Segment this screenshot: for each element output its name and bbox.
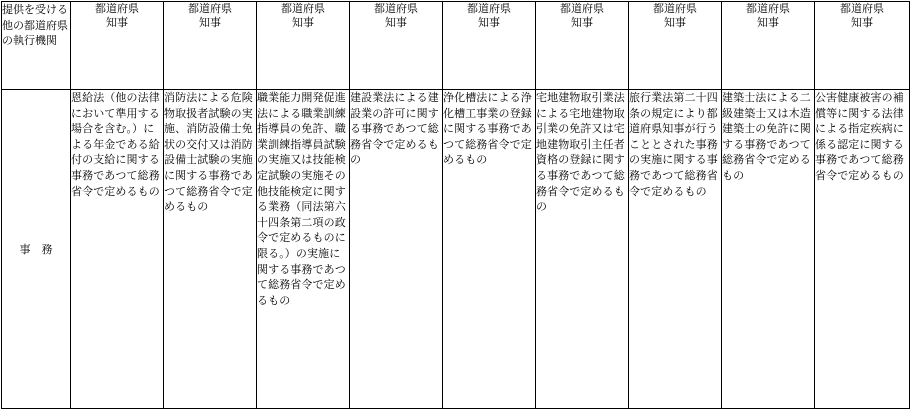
column-header-line2: 知事 (478, 16, 500, 29)
column-header-line2: 知事 (664, 16, 686, 29)
column-header-line2: 知事 (106, 16, 128, 29)
table-row (2, 90, 910, 409)
table-cell-4: 建設業法による建設業の許可に関する事務であつて総務省令で定めるもの (350, 90, 443, 409)
table-cell-2: 消防法による危険物取扱者試験の実施、消防設備士免状の交付又は消防設備士試験の実施に関する事務であつて総務省令で定めるもの (164, 90, 257, 409)
column-header-9 (815, 2, 910, 90)
table-cell-8: 建築士法による二級建築士又は木造建築士の免許に関する事務であつて総務省令で定めるもの (722, 90, 815, 409)
column-header-line2: 知事 (571, 16, 593, 29)
column-header-line1: 都道府県 (281, 2, 325, 15)
column-header-3 (257, 2, 350, 90)
column-header-line2: 知事 (199, 16, 221, 29)
row-label-cell: 事 務 (2, 90, 71, 409)
corner-header-cell: 提供を受ける他の都道府県の執行機関 (2, 2, 71, 90)
column-header-1 (71, 2, 164, 90)
table-cell-3: 職業能力開発促進法による職業訓練指導員の免許、職業訓練指導員試験の実施又は技能検定試験の実施その他技能検定に関する業務（同法第六十四条第二項の政令で定めるものに限る。）の実施に関する事務であつて総務省令で定めるもの (257, 90, 350, 409)
column-header-line2: 知事 (385, 16, 407, 29)
column-header-2 (164, 2, 257, 90)
column-header-6 (536, 2, 629, 90)
table-cell-7: 旅行業法第二十四条の規定により都道府県知事が行うこととされた事務の実施に関する事務であつて総務省令で定めるもの (629, 90, 722, 409)
column-header-line2: 知事 (757, 16, 779, 29)
column-header-line2: 知事 (851, 16, 873, 29)
data-table-container (1, 1, 909, 410)
table-cell-5: 浄化槽法による浄化槽工事業の登録に関する事務であつて総務省令で定めるもの (443, 90, 536, 409)
table-cell-9: 公害健康被害の補償等に関する法律による指定疾病に係る認定に関する事務であつて総務省令で定めるもの (815, 90, 910, 409)
table-cell-1: 恩給法（他の法律において準用する場合を含む。）による年金である給付の支給に関する事務であつて総務省令で定めるもの (71, 90, 164, 409)
column-header-line1: 都道府県 (95, 2, 139, 15)
column-header-line2: 知事 (292, 16, 314, 29)
column-header-line1: 都道府県 (653, 2, 697, 15)
data-table (1, 1, 910, 409)
header-row (2, 2, 910, 90)
table-cell-6: 宅地建物取引業法による宅地建物取引業の免許又は宅地建物取引主任者資格の登録に関する事務であつて総務省令で定めるもの (536, 90, 629, 409)
column-header-line1: 都道府県 (746, 2, 790, 15)
column-header-line1: 都道府県 (840, 2, 884, 15)
column-header-5 (443, 2, 536, 90)
column-header-line1: 都道府県 (467, 2, 511, 15)
column-header-8 (722, 2, 815, 90)
column-header-7 (629, 2, 722, 90)
column-header-4 (350, 2, 443, 90)
column-header-line1: 都道府県 (188, 2, 232, 15)
column-header-line1: 都道府県 (374, 2, 418, 15)
column-header-line1: 都道府県 (560, 2, 604, 15)
